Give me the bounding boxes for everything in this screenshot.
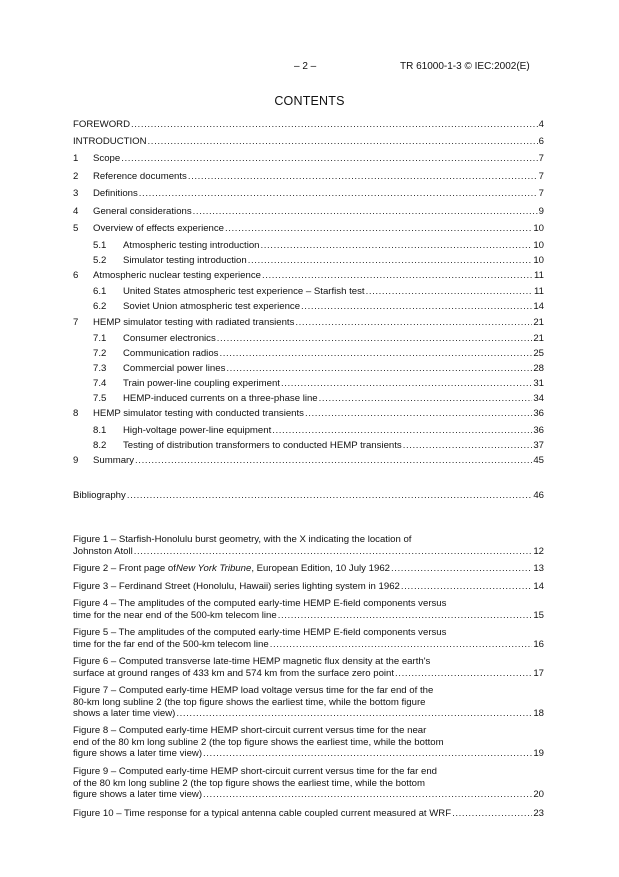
toc-number: 6 xyxy=(73,270,79,281)
toc-subentry[interactable] xyxy=(93,300,544,313)
leader-dots xyxy=(305,407,532,420)
toc-entry[interactable] xyxy=(73,454,544,467)
toc-page: 21 xyxy=(533,317,544,328)
toc-subentry[interactable] xyxy=(93,424,544,437)
toc-page: 10 xyxy=(533,240,544,251)
figure-entry[interactable] xyxy=(73,534,544,557)
toc-title: High-voltage power-line equipment xyxy=(123,425,272,436)
figure-caption-line: Figure 7 – Computed early-time HEMP load voltage versus time for the far end of the xyxy=(73,685,434,696)
leader-dots xyxy=(139,187,538,200)
figure-caption-line: Figure 6 – Computed transverse late-time HEMP magnetic flux density at the earth's xyxy=(73,656,431,667)
toc-title: Atmospheric nuclear testing experience xyxy=(93,270,261,281)
toc-entry[interactable] xyxy=(73,269,544,282)
toc-number: 4 xyxy=(73,206,79,217)
toc-page: 37 xyxy=(533,440,544,451)
toc-page: 11 xyxy=(534,270,544,281)
toc-subentry[interactable] xyxy=(93,347,544,360)
toc-number: 7.4 xyxy=(93,378,107,389)
toc-page: 7 xyxy=(538,188,544,199)
toc-page: 31 xyxy=(533,378,544,389)
figure-entry[interactable] xyxy=(73,656,544,679)
toc-number: 5.1 xyxy=(93,240,107,251)
toc-number: 5 xyxy=(73,223,79,234)
figure-caption-line: time for the far end of the 500-km telecom line xyxy=(73,638,269,650)
toc-subentry[interactable] xyxy=(93,285,544,298)
toc-number: 8.1 xyxy=(93,425,107,436)
toc-title: Atmospheric testing introduction xyxy=(123,240,260,251)
leader-dots xyxy=(261,239,533,252)
figure-caption-line: figure shows a later time view) xyxy=(73,748,203,759)
toc-page: 36 xyxy=(533,425,544,436)
leader-dots xyxy=(203,789,532,801)
toc-entry[interactable] xyxy=(73,152,544,165)
toc-title: Communication radios xyxy=(123,348,219,359)
leader-dots xyxy=(225,222,532,235)
document-reference: TR 61000-1-3 © IEC:2002(E) xyxy=(400,61,530,72)
figure-page: 13 xyxy=(533,563,544,574)
figure-caption-line: of the 80 km long subline 2 (the top figure shows the earliest time, while the bottom xyxy=(73,777,425,789)
toc-entry-bibliography[interactable] xyxy=(73,489,544,502)
toc-page: 36 xyxy=(533,408,544,419)
leader-dots xyxy=(193,205,538,218)
leader-dots xyxy=(219,347,532,360)
toc-page: 46 xyxy=(533,490,544,501)
toc-page: 10 xyxy=(533,223,544,234)
figure-caption-line: Figure 10 – Time response for a typical antenna cable coupled current measured at WRF xyxy=(73,808,452,819)
leader-dots xyxy=(403,439,533,452)
toc-page: 25 xyxy=(533,348,544,359)
figure-caption-line: end of the 80 km long subline 2 (the top figure shows the earliest time, while the bottom xyxy=(73,736,444,748)
toc-number: 6.1 xyxy=(93,286,107,297)
toc-number: 1 xyxy=(73,153,79,164)
toc-title: Scope xyxy=(93,153,121,164)
toc-number: 8.2 xyxy=(93,440,107,451)
leader-dots xyxy=(401,580,532,593)
toc-title: HEMP simulator testing with radiated transients xyxy=(93,317,295,328)
toc-entry[interactable] xyxy=(73,222,544,235)
toc-page: 7 xyxy=(538,171,544,182)
contents-title: CONTENTS xyxy=(274,94,345,108)
figure-page: 19 xyxy=(533,748,544,759)
toc-title: FOREWORD xyxy=(73,119,131,130)
leader-dots xyxy=(188,170,538,183)
leader-dots xyxy=(127,489,533,502)
figure-entry[interactable] xyxy=(73,685,544,720)
toc-title: INTRODUCTION xyxy=(73,136,147,147)
toc-subentry[interactable] xyxy=(93,377,544,390)
leader-dots xyxy=(395,668,532,680)
leader-dots xyxy=(148,135,538,148)
toc-number: 9 xyxy=(73,455,79,466)
leader-dots xyxy=(217,332,533,345)
toc-title: Simulator testing introduction xyxy=(123,255,247,266)
leader-dots xyxy=(226,362,532,375)
figure-caption-line: Figure 1 – Starfish-Honolulu burst geometry, with the X indicating the location of xyxy=(73,534,412,545)
toc-title: Testing of distribution transformers to conducted HEMP transients xyxy=(123,440,402,451)
toc-page: 14 xyxy=(533,301,544,312)
toc-title: Consumer electronics xyxy=(123,333,216,344)
toc-title: Commercial power lines xyxy=(123,363,226,374)
toc-page: 9 xyxy=(538,206,544,217)
figure-page: 15 xyxy=(533,609,544,621)
figure-caption-line: Figure 3 – Ferdinand Street (Honolulu, Hawaii) series lighting system in 1962 xyxy=(73,581,400,592)
leader-dots xyxy=(319,392,533,405)
leader-dots xyxy=(134,546,533,558)
toc-number: 7.2 xyxy=(93,348,107,359)
toc-subentry[interactable] xyxy=(93,254,544,267)
toc-title: Bibliography xyxy=(73,490,126,501)
leader-dots xyxy=(391,562,532,575)
toc-number: 7.1 xyxy=(93,333,107,344)
toc-title: Soviet Union atmospheric test experience xyxy=(123,301,301,312)
toc-entry[interactable] xyxy=(73,407,544,420)
figure-entry[interactable] xyxy=(73,627,544,650)
leader-dots xyxy=(366,285,533,298)
figure-caption-suffix: , European Edition, 10 July 1962 xyxy=(251,563,390,574)
toc-page: 11 xyxy=(534,286,544,297)
figure-caption-italic: New York Tribune xyxy=(175,563,252,574)
figure-caption-prefix: Figure 2 – Front page of xyxy=(73,563,176,574)
leader-dots xyxy=(203,748,532,760)
toc-entry[interactable] xyxy=(73,205,544,218)
figure-entry[interactable] xyxy=(73,766,544,801)
figure-caption-line: Johnston Atoll xyxy=(73,545,133,557)
figure-page: 18 xyxy=(533,708,544,719)
toc-title: Overview of effects experience xyxy=(93,223,225,234)
leader-dots xyxy=(262,269,533,282)
toc-entry[interactable] xyxy=(73,187,544,200)
toc-page: 7 xyxy=(538,153,544,164)
figure-caption-line: Figure 5 – The amplitudes of the computed early-time HEMP E-field components versus xyxy=(73,627,447,638)
leader-dots xyxy=(295,316,532,329)
leader-dots xyxy=(301,300,532,313)
toc-number: 6.2 xyxy=(93,301,107,312)
toc-number: 5.2 xyxy=(93,255,107,266)
leader-dots xyxy=(270,639,533,651)
figure-caption-line: shows a later time view) xyxy=(73,708,176,719)
leader-dots xyxy=(452,807,532,820)
toc-subentry[interactable] xyxy=(93,239,544,252)
figure-page: 14 xyxy=(533,581,544,592)
leader-dots xyxy=(176,708,532,720)
toc-title: United States atmospheric test experience – Starfish test xyxy=(123,286,365,297)
figure-page: 17 xyxy=(533,667,544,679)
leader-dots xyxy=(131,118,538,131)
toc-title: Summary xyxy=(93,455,135,466)
toc-subentry[interactable] xyxy=(93,362,544,375)
toc-title: General considerations xyxy=(93,206,192,217)
toc-page: 6 xyxy=(538,136,544,147)
toc-title: Train power-line coupling experiment xyxy=(123,378,280,389)
leader-dots xyxy=(272,424,532,437)
toc-number: 3 xyxy=(73,188,79,199)
figure-caption-line: Figure 8 – Computed early-time HEMP short-circuit current versus time for the near xyxy=(73,725,427,736)
toc-title: Reference documents xyxy=(93,171,187,182)
figure-entry[interactable] xyxy=(73,807,544,820)
toc-entry-introduction[interactable] xyxy=(73,135,544,148)
toc-entry-foreword[interactable] xyxy=(73,118,544,131)
toc-page: 21 xyxy=(533,333,544,344)
figure-entry[interactable] xyxy=(73,562,544,575)
figure-caption-line: Figure 9 – Computed early-time HEMP short-circuit current versus time for the far end xyxy=(73,766,437,777)
toc-entry[interactable] xyxy=(73,316,544,329)
toc-subentry[interactable] xyxy=(93,439,544,452)
leader-dots xyxy=(121,152,537,165)
page-number: – 2 – xyxy=(294,61,317,72)
figure-entry[interactable] xyxy=(73,725,544,760)
toc-page: 4 xyxy=(538,119,544,130)
figure-page: 16 xyxy=(533,638,544,650)
toc-page: 10 xyxy=(533,255,544,266)
toc-subentry[interactable] xyxy=(93,392,544,405)
toc-page: 45 xyxy=(533,455,544,466)
toc-title: Definitions xyxy=(93,188,138,199)
toc-number: 2 xyxy=(73,171,79,182)
toc-title: HEMP-induced currents on a three-phase line xyxy=(123,393,318,404)
figure-entry[interactable] xyxy=(73,598,544,621)
toc-title: HEMP simulator testing with conducted transients xyxy=(93,408,304,419)
figure-caption-line: surface at ground ranges of 433 km and 574 km from the surface zero point xyxy=(73,667,395,679)
leader-dots xyxy=(135,454,532,467)
figure-caption-line: 80-km long subline 2 (the top figure shows the earliest time, while the bottom figure xyxy=(73,696,426,708)
leader-dots xyxy=(281,377,532,390)
figure-page: 23 xyxy=(533,808,544,819)
figure-caption-line: time for the near end of the 500-km telecom line xyxy=(73,609,277,621)
figure-caption-line: figure shows a later time view) xyxy=(73,789,203,800)
toc-number: 7.5 xyxy=(93,393,107,404)
toc-number: 7.3 xyxy=(93,363,107,374)
figure-entry[interactable] xyxy=(73,580,544,593)
toc-entry[interactable] xyxy=(73,170,544,183)
figure-page: 20 xyxy=(533,789,544,800)
leader-dots xyxy=(278,610,533,622)
toc-page: 34 xyxy=(533,393,544,404)
leader-dots xyxy=(248,254,533,267)
toc-number: 7 xyxy=(73,317,79,328)
toc-page: 28 xyxy=(533,363,544,374)
figure-caption-line: Figure 4 – The amplitudes of the computed early-time HEMP E-field components versus xyxy=(73,598,447,609)
toc-subentry[interactable] xyxy=(93,332,544,345)
figure-page: 12 xyxy=(533,545,544,557)
toc-number: 8 xyxy=(73,408,79,419)
